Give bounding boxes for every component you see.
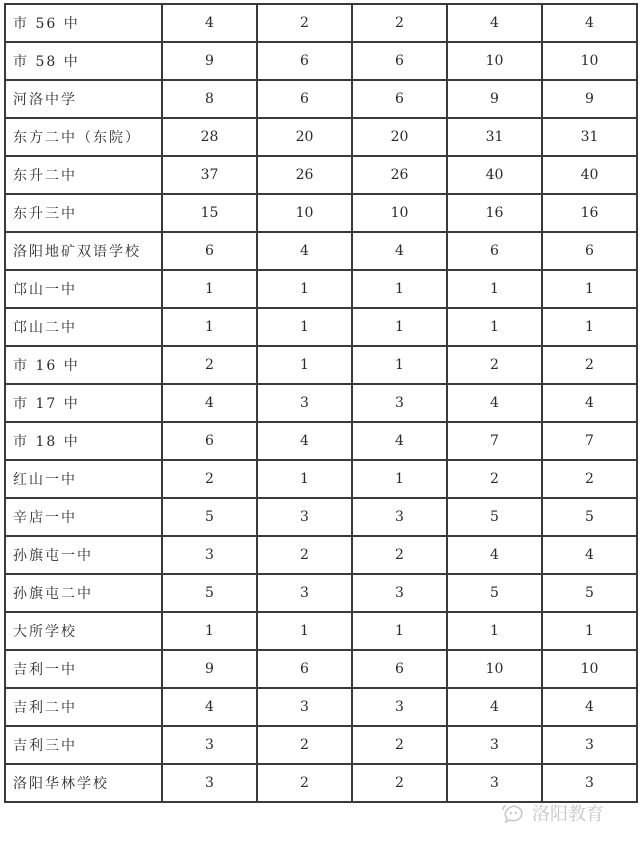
value-cell-col3: 3 <box>352 498 447 536</box>
value-cell-col2: 4 <box>257 422 352 460</box>
table-row <box>5 346 637 384</box>
value-cell-col3: 1 <box>352 346 447 384</box>
value-cell-col3: 20 <box>352 118 447 156</box>
table-row <box>5 232 637 270</box>
value-cell-col1: 9 <box>162 42 257 80</box>
value-cell-col1: 9 <box>162 650 257 688</box>
table-row <box>5 118 637 156</box>
value-cell-col5: 7 <box>542 422 637 460</box>
table-row <box>5 270 637 308</box>
value-cell-col4: 5 <box>447 498 542 536</box>
value-cell-col2: 1 <box>257 346 352 384</box>
school-name-cell: 洛阳华林学校 <box>5 764 162 802</box>
table-row <box>5 422 637 460</box>
value-cell-col3: 2 <box>352 726 447 764</box>
value-cell-col2: 1 <box>257 612 352 650</box>
value-cell-col5: 16 <box>542 194 637 232</box>
value-cell-col4: 5 <box>447 574 542 612</box>
value-cell-col4: 6 <box>447 232 542 270</box>
value-cell-col1: 2 <box>162 346 257 384</box>
value-cell-col1: 5 <box>162 498 257 536</box>
table-row <box>5 574 637 612</box>
school-name-cell: 红山一中 <box>5 460 162 498</box>
value-cell-col1: 37 <box>162 156 257 194</box>
value-cell-col3: 2 <box>352 536 447 574</box>
table-row <box>5 308 637 346</box>
table-row <box>5 726 637 764</box>
value-cell-col5: 3 <box>542 726 637 764</box>
value-cell-col4: 2 <box>447 346 542 384</box>
value-cell-col4: 1 <box>447 308 542 346</box>
school-name-cell: 市 16 中 <box>5 346 162 384</box>
value-cell-col5: 4 <box>542 688 637 726</box>
school-quota-table <box>4 3 638 803</box>
watermark <box>500 800 604 826</box>
value-cell-col2: 4 <box>257 232 352 270</box>
value-cell-col5: 2 <box>542 460 637 498</box>
value-cell-col3: 6 <box>352 650 447 688</box>
school-name-cell: 邙山二中 <box>5 308 162 346</box>
value-cell-col3: 6 <box>352 80 447 118</box>
value-cell-col4: 4 <box>447 4 542 42</box>
value-cell-col2: 2 <box>257 536 352 574</box>
value-cell-col4: 10 <box>447 42 542 80</box>
value-cell-col3: 4 <box>352 422 447 460</box>
value-cell-col4: 4 <box>447 688 542 726</box>
value-cell-col4: 3 <box>447 764 542 802</box>
value-cell-col3: 3 <box>352 384 447 422</box>
value-cell-col3: 3 <box>352 688 447 726</box>
school-name-cell: 洛阳地矿双语学校 <box>5 232 162 270</box>
table-row <box>5 156 637 194</box>
school-name-cell: 邙山一中 <box>5 270 162 308</box>
school-name-cell: 辛店一中 <box>5 498 162 536</box>
table-row <box>5 764 637 802</box>
value-cell-col4: 10 <box>447 650 542 688</box>
value-cell-col2: 26 <box>257 156 352 194</box>
value-cell-col4: 7 <box>447 422 542 460</box>
table-row <box>5 194 637 232</box>
value-cell-col3: 4 <box>352 232 447 270</box>
table-row <box>5 384 637 422</box>
value-cell-col2: 2 <box>257 764 352 802</box>
value-cell-col2: 3 <box>257 498 352 536</box>
value-cell-col3: 10 <box>352 194 447 232</box>
value-cell-col1: 2 <box>162 460 257 498</box>
value-cell-col1: 4 <box>162 384 257 422</box>
value-cell-col5: 1 <box>542 308 637 346</box>
value-cell-col5: 4 <box>542 4 637 42</box>
school-name-cell: 市 58 中 <box>5 42 162 80</box>
value-cell-col2: 1 <box>257 308 352 346</box>
value-cell-col1: 28 <box>162 118 257 156</box>
value-cell-col5: 10 <box>542 42 637 80</box>
school-name-cell: 市 56 中 <box>5 4 162 42</box>
table-row <box>5 612 637 650</box>
school-name-cell: 市 17 中 <box>5 384 162 422</box>
school-name-cell: 孙旗屯二中 <box>5 574 162 612</box>
value-cell-col5: 10 <box>542 650 637 688</box>
value-cell-col2: 1 <box>257 460 352 498</box>
value-cell-col3: 3 <box>352 574 447 612</box>
value-cell-col4: 2 <box>447 460 542 498</box>
school-name-cell: 吉利二中 <box>5 688 162 726</box>
value-cell-col3: 1 <box>352 460 447 498</box>
value-cell-col1: 3 <box>162 726 257 764</box>
value-cell-col4: 3 <box>447 726 542 764</box>
value-cell-col5: 40 <box>542 156 637 194</box>
school-name-cell: 孙旗屯一中 <box>5 536 162 574</box>
value-cell-col2: 6 <box>257 42 352 80</box>
value-cell-col3: 2 <box>352 764 447 802</box>
value-cell-col3: 26 <box>352 156 447 194</box>
value-cell-col1: 5 <box>162 574 257 612</box>
table-row <box>5 460 637 498</box>
school-name-cell: 河洛中学 <box>5 80 162 118</box>
table-row <box>5 498 637 536</box>
value-cell-col4: 1 <box>447 612 542 650</box>
value-cell-col4: 4 <box>447 536 542 574</box>
school-name-cell: 东升二中 <box>5 156 162 194</box>
value-cell-col5: 6 <box>542 232 637 270</box>
table-body <box>5 4 637 802</box>
school-name-cell: 市 18 中 <box>5 422 162 460</box>
value-cell-col5: 4 <box>542 384 637 422</box>
value-cell-col4: 31 <box>447 118 542 156</box>
value-cell-col2: 6 <box>257 80 352 118</box>
value-cell-col1: 1 <box>162 612 257 650</box>
wechat-icon <box>500 801 528 825</box>
value-cell-col5: 5 <box>542 498 637 536</box>
value-cell-col1: 6 <box>162 422 257 460</box>
table-row <box>5 688 637 726</box>
school-name-cell: 大所学校 <box>5 612 162 650</box>
value-cell-col5: 5 <box>542 574 637 612</box>
value-cell-col3: 1 <box>352 612 447 650</box>
school-name-cell: 吉利一中 <box>5 650 162 688</box>
table-row <box>5 536 637 574</box>
value-cell-col2: 3 <box>257 688 352 726</box>
value-cell-col5: 1 <box>542 270 637 308</box>
school-name-cell: 东方二中（东院） <box>5 118 162 156</box>
value-cell-col2: 2 <box>257 4 352 42</box>
value-cell-col5: 3 <box>542 764 637 802</box>
value-cell-col5: 4 <box>542 536 637 574</box>
table-row <box>5 42 637 80</box>
school-name-cell: 东升三中 <box>5 194 162 232</box>
value-cell-col3: 1 <box>352 270 447 308</box>
value-cell-col1: 1 <box>162 270 257 308</box>
value-cell-col4: 9 <box>447 80 542 118</box>
value-cell-col5: 2 <box>542 346 637 384</box>
table-row <box>5 650 637 688</box>
value-cell-col1: 4 <box>162 688 257 726</box>
value-cell-col2: 20 <box>257 118 352 156</box>
value-cell-col2: 2 <box>257 726 352 764</box>
value-cell-col4: 4 <box>447 384 542 422</box>
school-name-cell: 吉利三中 <box>5 726 162 764</box>
value-cell-col1: 4 <box>162 4 257 42</box>
value-cell-col5: 31 <box>542 118 637 156</box>
value-cell-col4: 1 <box>447 270 542 308</box>
value-cell-col1: 15 <box>162 194 257 232</box>
watermark-text: 洛阳教育 <box>532 804 604 825</box>
value-cell-col1: 3 <box>162 536 257 574</box>
table-row <box>5 80 637 118</box>
value-cell-col3: 1 <box>352 308 447 346</box>
value-cell-col2: 6 <box>257 650 352 688</box>
value-cell-col2: 3 <box>257 574 352 612</box>
value-cell-col2: 1 <box>257 270 352 308</box>
value-cell-col1: 1 <box>162 308 257 346</box>
value-cell-col1: 3 <box>162 764 257 802</box>
value-cell-col3: 2 <box>352 4 447 42</box>
value-cell-col4: 40 <box>447 156 542 194</box>
value-cell-col4: 16 <box>447 194 542 232</box>
value-cell-col5: 1 <box>542 612 637 650</box>
value-cell-col1: 6 <box>162 232 257 270</box>
value-cell-col3: 6 <box>352 42 447 80</box>
value-cell-col2: 10 <box>257 194 352 232</box>
value-cell-col1: 8 <box>162 80 257 118</box>
value-cell-col2: 3 <box>257 384 352 422</box>
table-row <box>5 4 637 42</box>
value-cell-col5: 9 <box>542 80 637 118</box>
